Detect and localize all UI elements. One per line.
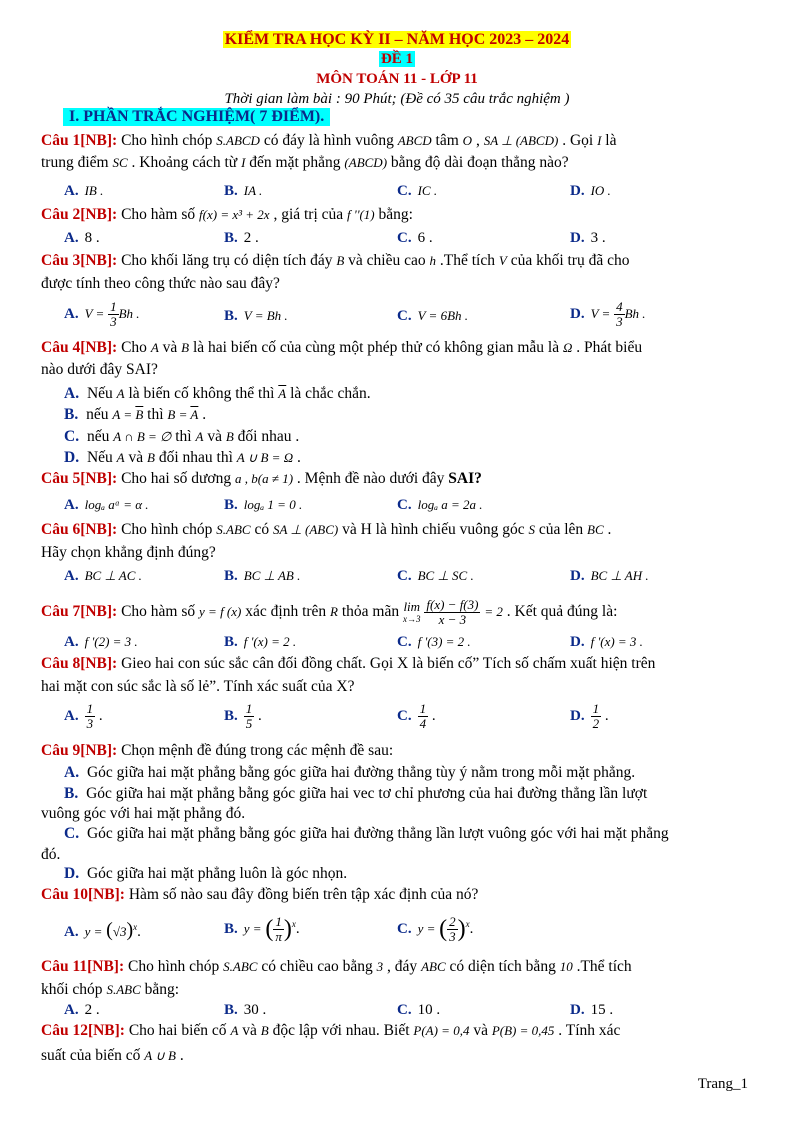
option-b[interactable]: B. IA . <box>224 183 263 199</box>
question-1-options <box>64 183 754 205</box>
option-d[interactable]: D. V = $\frac{4}{3}$ Bh . <box>570 299 646 329</box>
question-7-options <box>64 634 754 656</box>
question-6-line-2: Hãy chọn khẳng định đúng? <box>41 544 216 561</box>
question-9-option-c-cont: đó. <box>41 846 61 863</box>
option-d[interactable]: D. IO . <box>570 183 611 199</box>
question-8-options <box>64 702 754 738</box>
option-c[interactable]: C. 6 . <box>397 230 433 246</box>
question-5-line-1: Câu 5[NB]: Cho hai số dương a , b(a ≠ 1) . Mệnh đề nào dưới đây SAI? <box>41 470 482 487</box>
option-b[interactable]: B. f '(x) = 2 . <box>224 634 297 650</box>
question-9-option-b[interactable]: B. Góc giữa hai mặt phẳng bằng góc giữa hai vec tơ chỉ phương của hai đường thẳng lần lượt <box>64 785 648 802</box>
option-d[interactable]: D. $\frac{1}{2}$ . <box>570 701 609 731</box>
option-a[interactable]: A. logₐ aᵅ = α . <box>64 497 149 513</box>
option-c[interactable]: C. BC ⊥ SC . <box>397 568 474 584</box>
option-c[interactable]: C. V = 6Bh . <box>397 308 469 324</box>
question-9-option-d[interactable]: D. Góc giữa hai mặt phẳng luôn là góc nhọn. <box>64 865 348 882</box>
question-1-line-2: trung điểm SC . Khoảng cách từ I đến mặt phẳng (ABCD) bằng độ dài đoạn thẳng nào? <box>41 154 569 171</box>
option-a[interactable]: A. $\frac{1}{3}$ . <box>64 701 103 731</box>
question-10-line-1: Câu 10[NB]: Hàm số nào sau đây đồng biến trên tập xác định của nó? <box>41 886 479 903</box>
question-9-line-1: Câu 9[NB]: Chọn mệnh đề đúng trong các mệnh đề sau: <box>41 742 394 759</box>
option-d[interactable]: D. BC ⊥ AH . <box>570 568 649 584</box>
option-a[interactable]: A. BC ⊥ AC . <box>64 568 142 584</box>
question-4-line-2: nào dưới đây SAI? <box>41 361 158 378</box>
option-d[interactable]: D. 15 . <box>570 1002 614 1018</box>
option-c[interactable]: C. IC . <box>397 183 438 199</box>
page-number: Trang_1 <box>697 1076 748 1092</box>
option-a[interactable]: A. 8 . <box>64 230 100 246</box>
section-heading: I. PHẦN TRẮC NGHIỆM( 7 ĐIỂM). <box>63 108 330 126</box>
question-10-options <box>64 915 754 955</box>
question-11-line-1: Câu 11[NB]: Cho hình chóp S.ABC có chiều cao bằng 3 , đáy ABC có diện tích bằng 10 .Thể tích <box>41 958 632 975</box>
option-b[interactable]: B. V = Bh . <box>224 308 288 324</box>
question-9-option-a[interactable]: A. Góc giữa hai mặt phẳng bằng góc giữa hai đường thẳng tùy ý nằm trong mỗi mặt phẳng. <box>64 764 636 781</box>
question-12-line-1: Câu 12[NB]: Cho hai biến cố A và B độc lập với nhau. Biết P(A) = 0,4 và P(B) = 0,45 . Tính xác <box>41 1022 621 1039</box>
option-b[interactable]: B. 30 . <box>224 1002 267 1018</box>
option-c[interactable]: C. f '(3) = 2 . <box>397 634 471 650</box>
option-d[interactable]: D. f '(x) = 3 . <box>570 634 643 650</box>
exam-title: KIỂM TRA HỌC KỲ II – NĂM HỌC 2023 – 2024 <box>224 31 570 48</box>
question-8-line-2: hai mặt con súc sắc là số lẻ”. Tính xác suất của X? <box>41 678 355 695</box>
question-11-line-2: khối chóp S.ABC bằng: <box>41 981 180 998</box>
option-b[interactable]: B. logₐ 1 = 0 . <box>224 497 303 513</box>
option-c[interactable]: C. 10 . <box>397 1002 441 1018</box>
question-7-line-1: Câu 7[NB]: Cho hàm số y = f (x) xác định trên R thỏa mãn lim x→3 $\frac{f(x) - f(3)}{x - 3}$ = 2 . Kết quả đúng là: <box>41 597 618 627</box>
question-9-option-c[interactable]: C. Góc giữa hai mặt phẳng bằng góc giữa hai đường thẳng lần lượt vuông góc với hai mặt phẳng <box>64 825 669 842</box>
option-c[interactable]: C. $\frac{1}{4}$ . <box>397 701 436 731</box>
question-4-line-1: Câu 4[NB]: Cho A và B là hai biến cố của cùng một phép thử có không gian mẫu là Ω . Phát biểu <box>41 339 643 356</box>
question-4-option-b[interactable]: B. nếu $A = \overline{B}$ thì $B = \overline{A}$ . <box>64 406 207 423</box>
exam-time-info: Thời gian làm bài : 90 Phút; (Đề có 35 câu trắc nghiệm ) <box>224 91 570 107</box>
option-b[interactable]: B. $\frac{1}{5}$ . <box>224 701 262 731</box>
option-b[interactable]: B. y = ( $\frac{1}{\pi}$ )$^x$. <box>224 914 300 944</box>
question-3-line-1: Câu 3[NB]: Cho khối lăng trụ có diện tích đáy B và chiều cao h .Thể tích V của khối trụ đã cho <box>41 252 630 269</box>
question-5-options <box>64 497 754 519</box>
option-b[interactable]: B. BC ⊥ AB . <box>224 568 301 584</box>
option-a[interactable]: A. IB . <box>64 183 104 199</box>
exam-code: ĐỀ 1 <box>380 51 414 67</box>
question-6-line-1: Câu 6[NB]: Cho hình chóp S.ABC có SA ⊥ (ABC) và H là hình chiếu vuông góc S của lên BC . <box>41 521 612 538</box>
option-a[interactable]: A. V = $\frac{1}{3}$ Bh . <box>64 299 140 329</box>
question-3-line-2: được tính theo công thức nào sau đây? <box>41 275 280 292</box>
exam-subject: MÔN TOÁN 11 - LỚP 11 <box>316 71 478 87</box>
option-b[interactable]: B. 2 . <box>224 230 259 246</box>
question-12-line-2: suất của biến cố A ∪ B . <box>41 1047 184 1064</box>
question-9-option-b-cont: vuông góc với hai mặt phẳng đó. <box>41 805 246 822</box>
question-4-option-a[interactable]: A. Nếu A là biến cố không thể thì $\overline{A}$ là chắc chắn. <box>64 385 371 402</box>
question-4-option-d[interactable]: D. Nếu A và B đối nhau thì A ∪ B = Ω . <box>64 449 301 466</box>
question-1-line-1: Câu 1[NB]: Cho hình chóp S.ABCD có đáy là hình vuông ABCD tâm O , SA ⊥ (ABCD) . Gọi I là <box>41 132 617 149</box>
question-4-option-c[interactable]: C. nếu A ∩ B = ∅ thì A và B đối nhau . <box>64 428 300 445</box>
question-2-options <box>64 230 754 252</box>
option-a[interactable]: A. f '(2) = 3 . <box>64 634 138 650</box>
question-8-line-1: Câu 8[NB]: Gieo hai con súc sắc cân đối đồng chất. Gọi X là biến cố” Tích số chấm xuất hiện trên <box>41 655 656 672</box>
question-2-line-1: Câu 2[NB]: Cho hàm số f(x) = x³ + 2x , giá trị của f ''(1) bằng: <box>41 206 413 223</box>
option-d[interactable]: D. 3 . <box>570 230 606 246</box>
question-6-options <box>64 568 754 590</box>
option-c[interactable]: C. logₐ a = 2a . <box>397 497 483 513</box>
option-a[interactable]: A. 2 . <box>64 1002 100 1018</box>
option-c[interactable]: C. y = ( $\frac{2}{3}$ )$^x$. <box>397 914 474 944</box>
option-a[interactable]: A. $y = (√3)^x$. <box>64 919 141 941</box>
question-3-options <box>64 300 754 336</box>
